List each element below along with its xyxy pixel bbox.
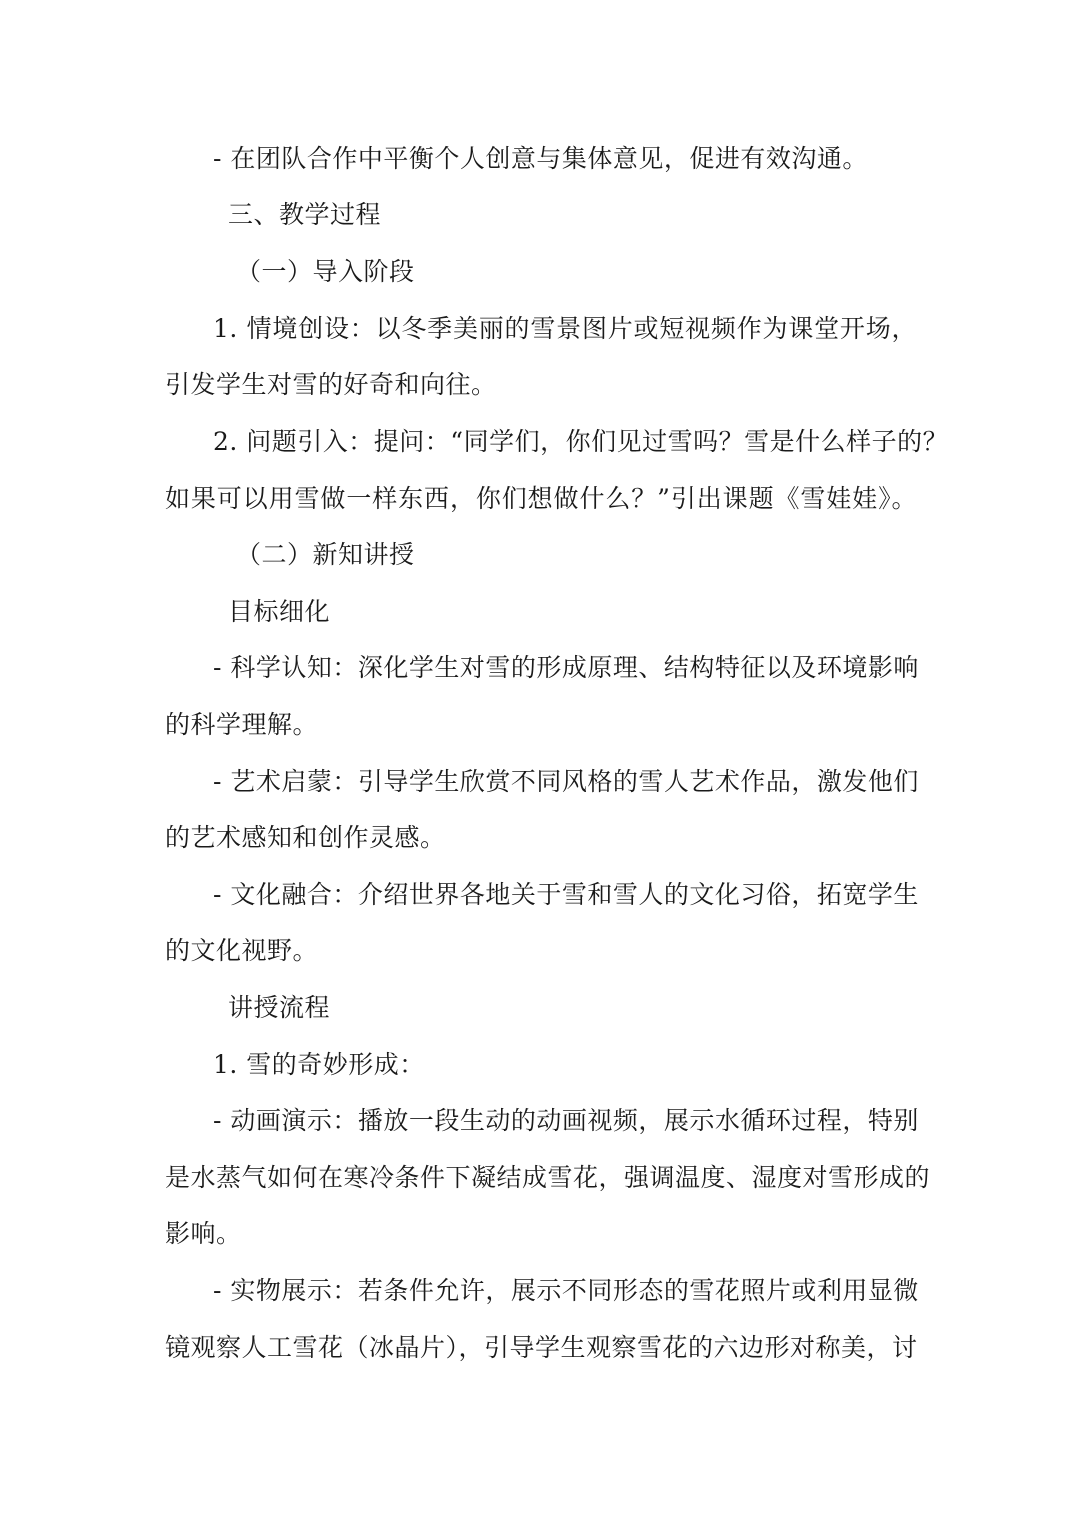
bullet-line-art-1: - 艺术启蒙：引导学生欣赏不同风格的雪人艺术作品，激发他们 — [213, 767, 919, 796]
bullet-line-art-2: 的艺术感知和创作灵感。 — [165, 823, 446, 852]
bullet-line-culture-1: - 文化融合：介绍世界各地关于雪和雪人的文化习俗，拓宽学生 — [213, 880, 919, 909]
subsection-heading-new-knowledge: （二）新知讲授 — [236, 540, 415, 569]
bullet-line-animation-3: 影响。 — [165, 1219, 242, 1248]
bullet-line-science-1: - 科学认知：深化学生对雪的形成原理、结构特征以及环境影响 — [213, 653, 919, 682]
bullet-line-teamwork: - 在团队合作中平衡个人创意与集体意见，促进有效沟通。 — [213, 144, 868, 173]
heading-goal-details: 目标细化 — [228, 597, 331, 626]
paragraph-line-question-1: 2. 问题引入：提问：“同学们，你们见过雪吗？雪是什么样子的？ — [213, 427, 949, 456]
paragraph-line-scenario-2: 引发学生对雪的好奇和向往。 — [165, 370, 497, 399]
bullet-line-animation-2: 是水蒸气如何在寒冷条件下凝结成雪花，强调温度、湿度对雪形成的 — [165, 1163, 931, 1192]
paragraph-line-question-2: 如果可以用雪做一样东西，你们想做什么？”引出课题《雪娃娃》。 — [165, 484, 917, 513]
section-heading-teaching-process: 三、教学过程 — [228, 200, 382, 229]
bullet-line-display-1: - 实物展示：若条件允许，展示不同形态的雪花照片或利用显微 — [213, 1276, 919, 1305]
bullet-line-science-2: 的科学理解。 — [165, 710, 319, 739]
bullet-line-display-2: 镜观察人工雪花（冰晶片），引导学生观察雪花的六边形对称美，讨 — [165, 1333, 918, 1362]
bullet-line-culture-2: 的文化视野。 — [165, 936, 319, 965]
bullet-line-animation-1: - 动画演示：播放一段生动的动画视频，展示水循环过程，特别 — [213, 1106, 919, 1135]
subsection-heading-intro: （一）导入阶段 — [236, 257, 415, 286]
item-snow-formation: 1. 雪的奇妙形成： — [213, 1050, 425, 1079]
paragraph-line-scenario-1: 1. 情境创设：以冬季美丽的雪景图片或短视频作为课堂开场， — [213, 314, 917, 343]
heading-teaching-flow: 讲授流程 — [228, 993, 331, 1022]
